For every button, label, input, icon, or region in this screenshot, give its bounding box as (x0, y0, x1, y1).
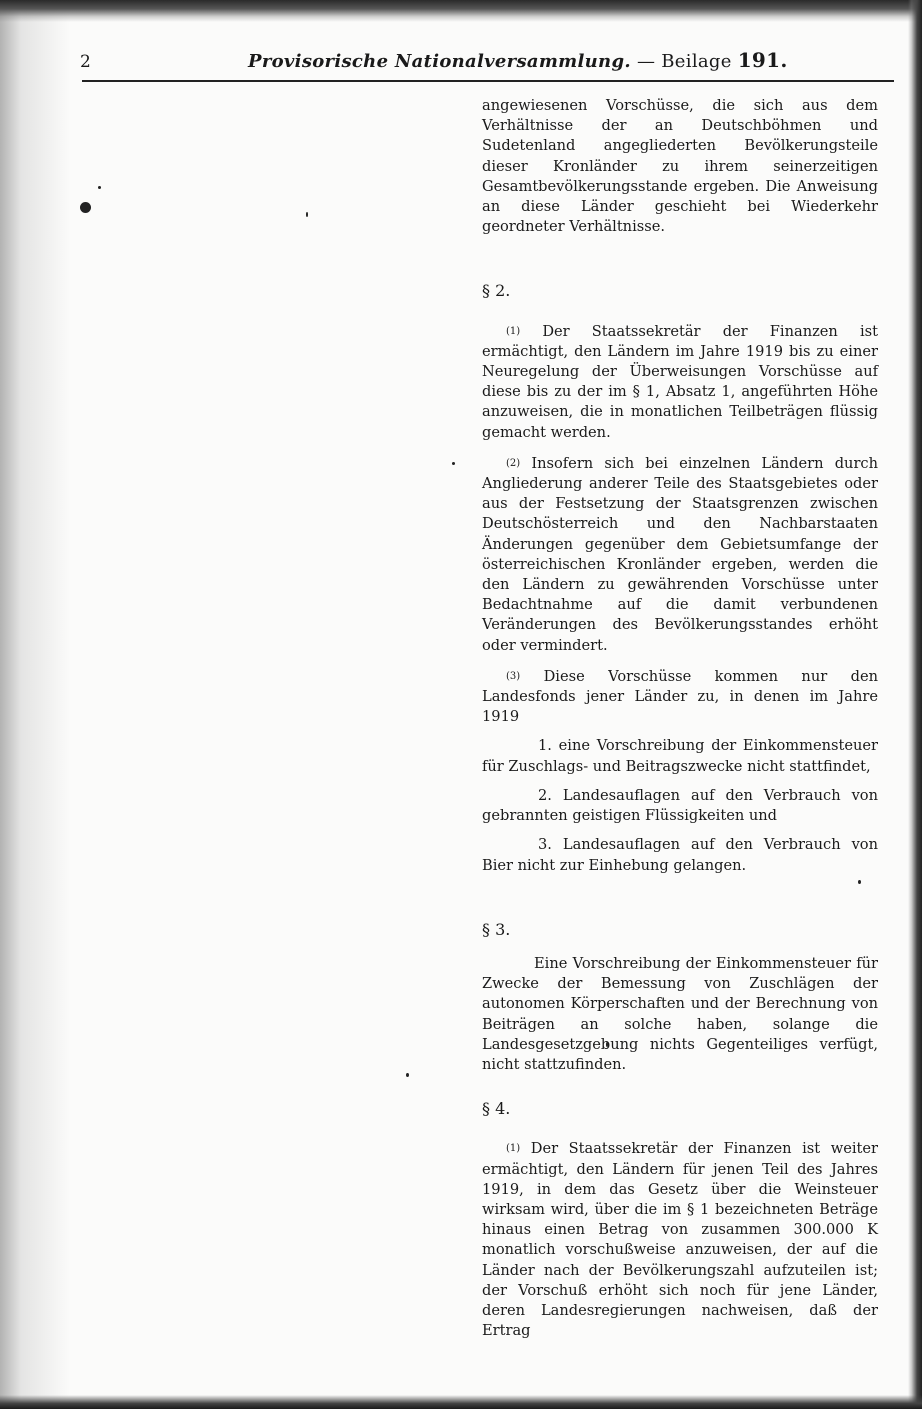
section-4-heading: § 4. (482, 1099, 511, 1119)
paragraph-text: Insofern sich bei einzelnen Ländern durch Angliederung anderer Teile des Staatsgebietes oder aus der Festsetzung der Staatsgrenzen zwischen Deutschösterreich und den Nachbarstaaten Änderungen gegenüber dem Gebietsumfange der österreichischen Kronländer ergeben, werden die den Ländern zu gewährenden Vorschüsse unter Bedachtnahme auf die damit verbundenen Veränderungen des Bevölkerungsstandes erhöht oder vermindert. (482, 454, 878, 654)
list-item: 2. Landesauflagen auf den Verbrauch von gebrannten geistigen Flüssigkeiten und (482, 786, 878, 825)
header-separator: — (636, 51, 656, 72)
section-2-heading: § 2. (482, 281, 511, 301)
page-number: 2 (80, 52, 91, 72)
publication-title: Provisorische Nationalversammlung. (248, 51, 631, 72)
section-3-paragraph-1: Eine Vorschreibung der Einkommensteuer für Zwecke der Bemessung von Zuschlägen der autonomen Körperschaften und der Berechnung von Beiträgen an solche haben, solange die Landesgesetzgebung nichts Gegenteiliges verfügt, nicht stattzufinden. (482, 954, 878, 1073)
section-4-paragraph-1 (482, 1139, 878, 1341)
ink-speck (452, 462, 455, 465)
section-3-heading: § 3. (482, 919, 511, 939)
list-item: 3. Landesauflagen auf den Verbrauch von Bier nicht zur Einhebung gelangen. (482, 836, 878, 874)
section-2-paragraph-2 (482, 454, 878, 656)
paragraph-number: (3) (506, 670, 521, 682)
paragraph-number: (1) (506, 1143, 521, 1155)
list-item: 1. eine Vorschreibung der Einkommensteuer für Zuschlags- und Beitragszwecke nicht stattfindet, (482, 737, 878, 775)
intro-paragraph: angewiesenen Vorschüsse, die sich aus dem Verhältnisse der an Deutschböhmen und Sudetenland angegliederten Bevölkerungsteile dieser Kronländer zu ihrem seinerzeitigen Gesamtbevölkerungsstande ergeben. Die Anweisung an diese Länder geschieht bei Wiederkehr geordneter Verhältnisse. (482, 97, 878, 236)
ink-speck (306, 212, 308, 217)
section-2-paragraph-3 (482, 667, 878, 728)
ink-speck (80, 202, 91, 213)
ink-speck (98, 186, 101, 189)
scan-shadow-top (0, 0, 922, 22)
ink-speck (406, 1073, 409, 1077)
beilage-label: Beilage (661, 51, 732, 72)
running-head (248, 48, 788, 72)
paragraph-text: Der Staatssekretär der Finanzen ist weiter ermächtigt, den Ländern für jenen Teil des Jahres 1919, in dem das Gesetz über die Weinsteuer wirksam wird, über die im § 1 bezeichneten Beträge hinaus einen Betrag von zusammen 300.000 K monatlich vorschußweise anzuweisen, der auf die Länder nach der Bevölkerungszahl aufzuteilen ist; der Vorschuß erhöht sich noch für jene Länder, deren Landesregierungen nachweisen, daß der Ertrag (482, 1140, 879, 1340)
text-column (482, 96, 878, 1341)
paragraph-text: Diese Vorschüsse kommen nur den Landesfonds jener Länder zu, in denen im Jahre 1919 (482, 667, 879, 726)
header-rule (82, 80, 894, 82)
paragraph-number: (1) (506, 325, 521, 337)
scan-shadow-bottom (0, 1395, 922, 1409)
section-2-paragraph-1 (482, 322, 878, 443)
paragraph-number: (2) (506, 457, 521, 469)
scan-shadow-left (0, 0, 70, 1409)
beilage-number: 191. (737, 48, 788, 72)
page-header (80, 48, 896, 80)
paragraph-text: Der Staatssekretär der Finanzen ist ermächtigt, den Ländern im Jahre 1919 bis zu einer Neuregelung der Überweisungen Vorschüsse auf diese bis zu der im § 1, Absatz 1, angeführten Höhe anzuweisen, die in monatlichen Teilbeträgen flüssig gemacht werden. (482, 322, 878, 441)
scan-shadow-right (908, 0, 922, 1409)
